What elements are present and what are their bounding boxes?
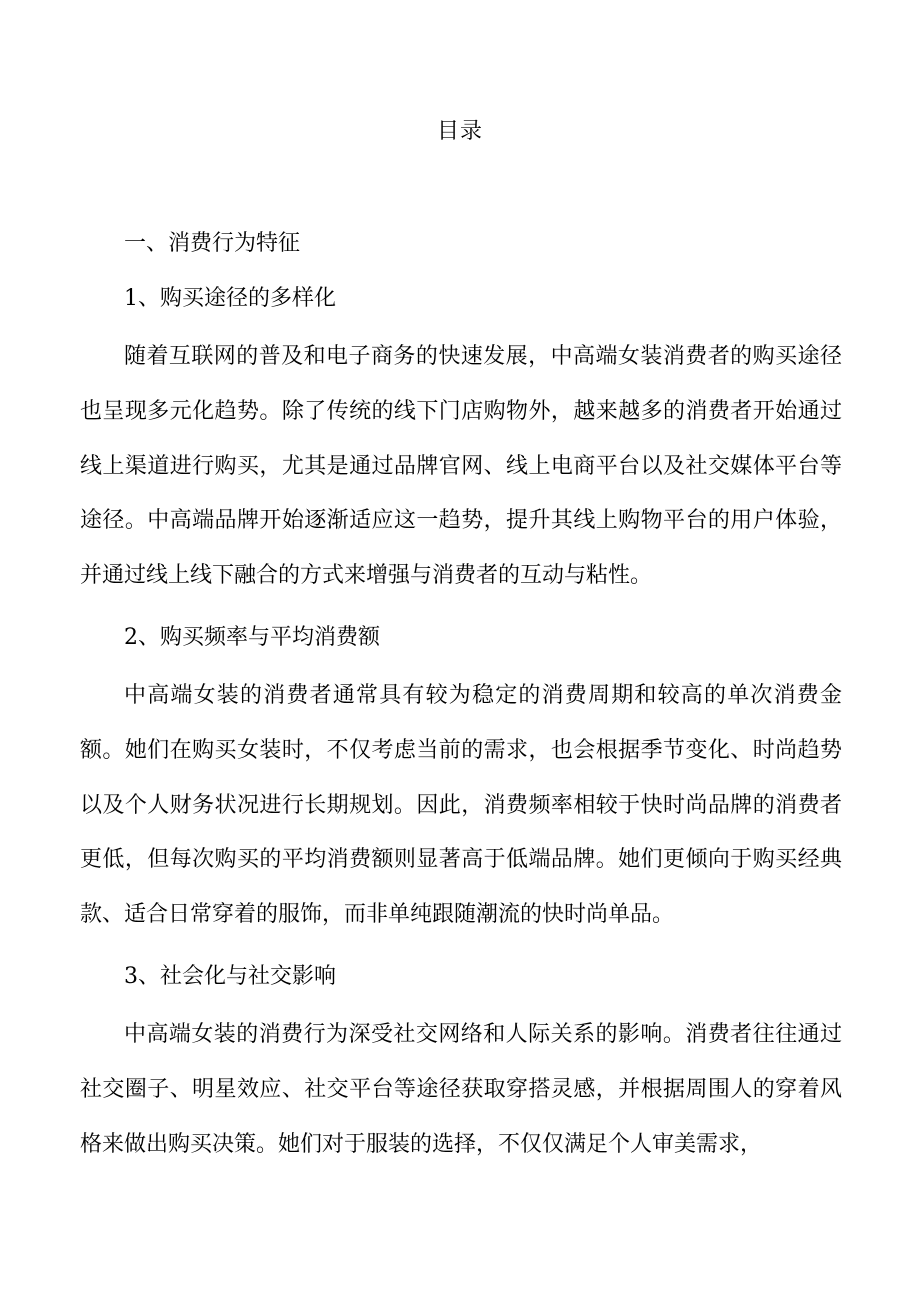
section-heading-consumer-behavior: 一、消费行为特征 [124, 231, 301, 256]
page-title: 目录 [436, 119, 483, 144]
paragraph-purchase-channels: 随着互联网的普及和电子商务的快速发展，中高端女装消费者的购买途径也呈现多元化趋势。除了传统的线下门店购物外，越来越多的消费者开始通过线上渠道进行购买，尤其是通过品牌官网、线上电商平台以及社交媒体平台等途径。中高端品牌开始逐渐适应这一趋势，提升其线上购物平台的用户体验，并通过线上线下融合的方式来增强与消费者的互动与粘性。 [80, 344, 842, 589]
subsection-heading-social-influence: 3、社会化与社交影响 [124, 964, 336, 989]
paragraph-purchase-frequency: 中高端女装的消费者通常具有较为稳定的消费周期和较高的单次消费金额。她们在购买女装时，不仅考虑当前的需求，也会根据季节变化、时尚趋势以及个人财务状况进行长期规划。因此，消费频率相较于快时尚品牌的消费者更低，但每次购买的平均消费额则显著高于低端品牌。她们更倾向于购买经典款、适合日常穿着的服饰，而非单纯跟随潮流的快时尚单品。 [80, 683, 842, 928]
subsection-heading-purchase-channels: 1、购买途径的多样化 [124, 286, 336, 311]
paragraph-social-influence: 中高端女装的消费行为深受社交网络和人际关系的影响。消费者往往通过社交圈子、明星效应、社交平台等途径获取穿搭灵感，并根据周围人的穿着风格来做出购买决策。她们对于服装的选择，不仅仅满足个人审美需求， [80, 1022, 842, 1157]
subsection-heading-purchase-frequency: 2、购买频率与平均消费额 [124, 625, 380, 650]
